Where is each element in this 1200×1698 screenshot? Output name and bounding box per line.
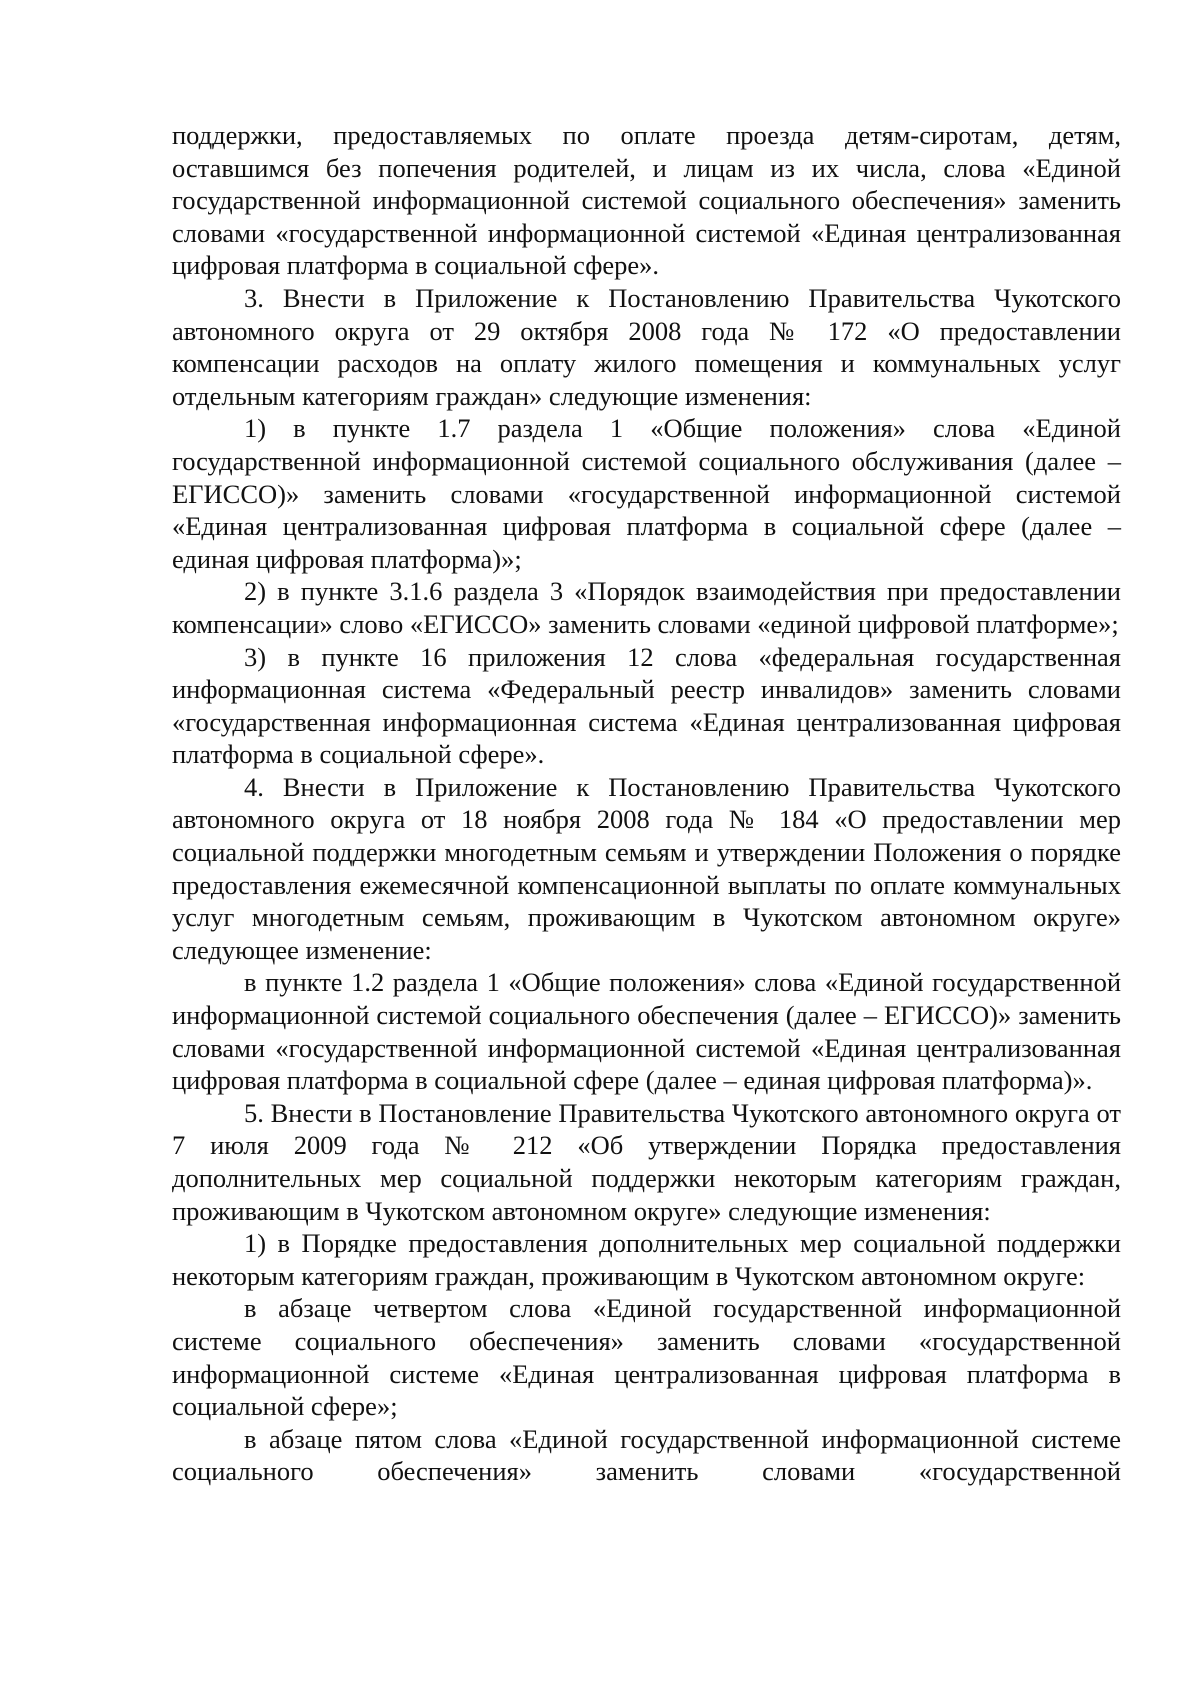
paragraph-10: в абзаце четвертом слова «Единой государственной информационной системе социального обеспечения» заменить словами «государственной информационной системе «Единая централизованная цифровая платформа в социальной сфере»; bbox=[172, 1293, 1121, 1422]
paragraph-7: в пункте 1.2 раздела 1 «Общие положения» слова «Единой государственной информационной системой социального обеспечения (далее – ЕГИССО)» заменить словами «государственной информационной системой «Единая централизованная цифровая платформа в социальной сфере (далее – единая цифровая платформа)». bbox=[172, 967, 1121, 1096]
document-page bbox=[172, 119, 1121, 1488]
paragraph-5: 3) в пункте 16 приложения 12 слова «федеральная государственная информационная система «Федеральный реестр инвалидов» заменить словами «государственная информационная система «Единая централизованная цифровая платформа в социальной сфере». bbox=[172, 641, 1121, 770]
paragraph-3: 1) в пункте 1.7 раздела 1 «Общие положения» слова «Единой государственной информационной системой социального обслуживания (далее – ЕГИССО)» заменить словами «государственной информационной системой «Единая централизованная цифровая платформа в социальной сфере (далее – единая цифровая платформа)»; bbox=[172, 413, 1121, 574]
paragraph-8: 5. Внести в Постановление Правительства Чукотского автономного округа от 7 июля 2009 года № 212 «Об утверждении Порядка предоставления дополнительных мер социальной поддержки некоторым категориям граждан, проживающим в Чукотском автономном округе» следующие изменения: bbox=[172, 1097, 1121, 1226]
paragraph-11: в абзаце пятом слова «Единой государственной информационной системе социального обеспечения» заменить словами «государственной bbox=[172, 1423, 1121, 1487]
paragraph-9: 1) в Порядке предоставления дополнительных мер социальной поддержки некоторым категориям граждан, проживающим в Чукотском автономном округе: bbox=[172, 1228, 1121, 1291]
paragraph-1: поддержки, предоставляемых по оплате проезда детям-сиротам, детям, оставшимся без попечения родителей, и лицам из их числа, слова «Единой государственной информационной системой социального обеспечения» заменить словами «государственной информационной системой «Единая централизованная цифровая платформа в социальной сфере». bbox=[172, 120, 1121, 281]
paragraph-6: 4. Внести в Приложение к Постановлению Правительства Чукотского автономного округа от 18 ноября 2008 года № 184 «О предоставлении мер социальной поддержки многодетным семьям и утверждении Положения о порядке предоставления ежемесячной компенсационной выплаты по оплате коммунальных услуг многодетным семьям, проживающим в Чукотском автономном округе» следующее изменение: bbox=[172, 771, 1121, 965]
paragraph-2: 3. Внести в Приложение к Постановлению Правительства Чукотского автономного округа от 29 октября 2008 года № 172 «О предоставлении компенсации расходов на оплату жилого помещения и коммунальных услуг отдельным категориям граждан» следующие изменения: bbox=[172, 282, 1121, 411]
paragraph-4: 2) в пункте 3.1.6 раздела 3 «Порядок взаимодействия при предоставлении компенсации» слово «ЕГИССО» заменить словами «единой цифровой платформе»; bbox=[172, 576, 1121, 639]
